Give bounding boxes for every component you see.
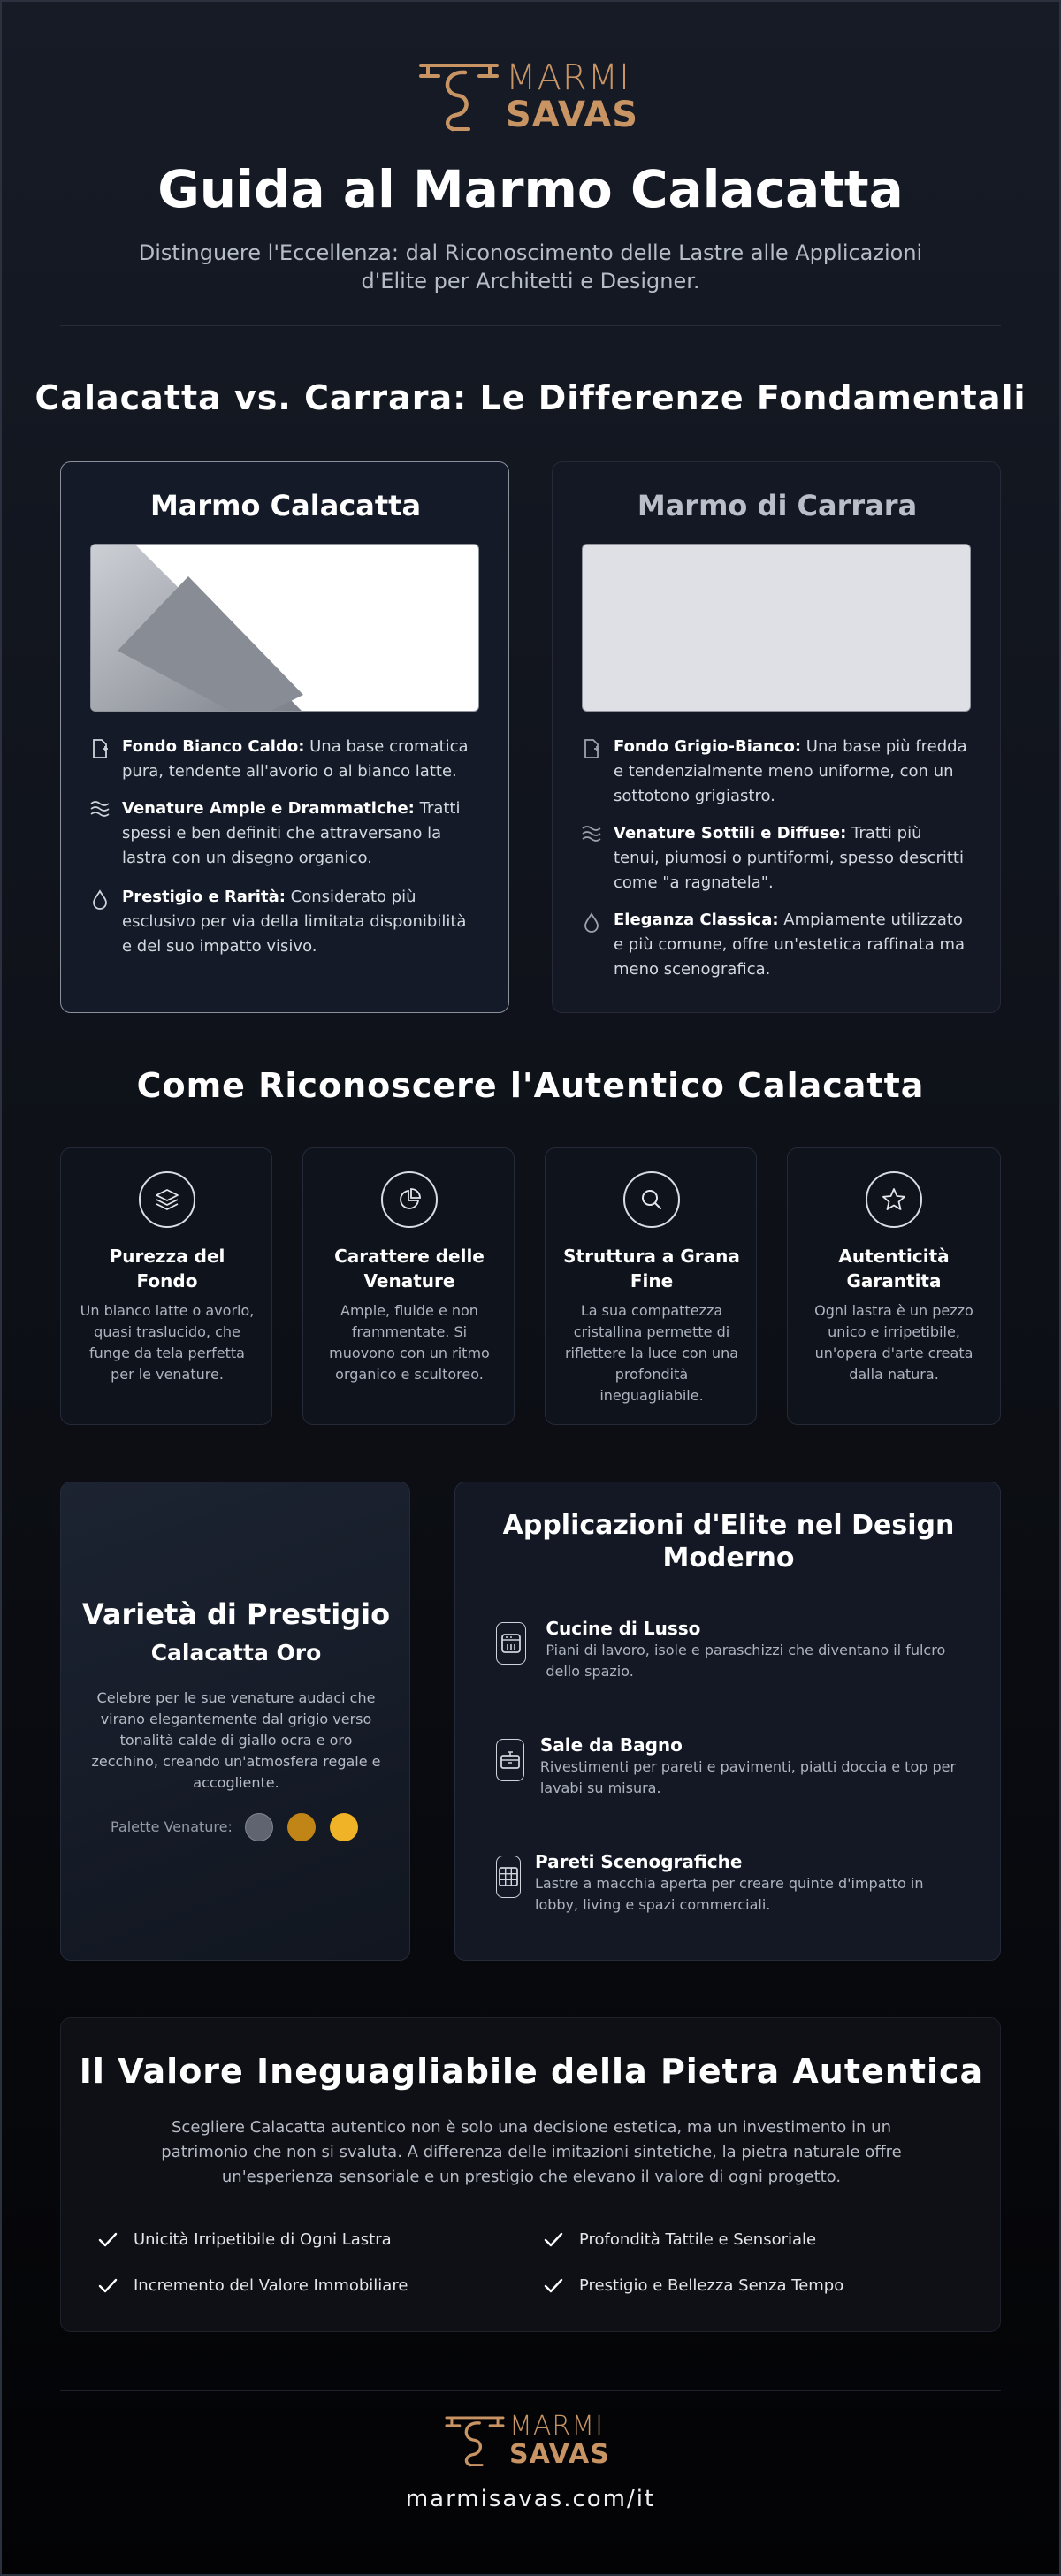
carrara-feature-2 bbox=[582, 821, 971, 896]
application-item-3 bbox=[496, 1850, 965, 1916]
logo-text-bottom: SAVAS bbox=[509, 2439, 610, 2470]
calacatta-card-title: Marmo Calacatta bbox=[149, 489, 422, 522]
value-check-label: Profondità Tattile e Sensoriale bbox=[579, 2230, 817, 2249]
recognize-item-text: Ample, fluide e non frammentate. Si muovono con un ritmo organico e scultoreo. bbox=[329, 1302, 490, 1383]
value-card bbox=[60, 2017, 1001, 2332]
footer-url-link[interactable]: marmisavas.com/it bbox=[405, 2486, 656, 2512]
footer-logo[interactable] bbox=[444, 2413, 610, 2468]
palette-swatch-gold bbox=[330, 1813, 358, 1841]
application-text: Rivestimenti per pareti e pavimenti, piatti doccia e top per lavabi su misura. bbox=[539, 1758, 957, 1796]
palette-swatch-grey bbox=[245, 1813, 273, 1841]
cabinet-icon bbox=[496, 1739, 524, 1781]
recognize-item-text: Un bianco latte o avorio, quasi traslucido, che funge da tela perfetta per le venature. bbox=[80, 1302, 255, 1383]
check-icon bbox=[544, 2232, 563, 2248]
recognize-card-2 bbox=[302, 1147, 515, 1425]
pie-chart-icon bbox=[381, 1171, 438, 1228]
recognize-item-title: Autenticità Garantita bbox=[838, 1246, 950, 1292]
application-item-2 bbox=[496, 1734, 965, 1799]
stove-icon bbox=[496, 1622, 526, 1665]
feature-bold: Venature Sottili e Diffuse: bbox=[614, 824, 847, 842]
carrara-feature-1 bbox=[582, 735, 971, 809]
feature-bold: Eleganza Classica: bbox=[614, 911, 779, 929]
application-title: Sale da Bagno bbox=[539, 1734, 683, 1756]
application-text: Lastre a macchia aperta per creare quinte d'impatto in lobby, living e spazi commerciali. bbox=[535, 1875, 924, 1913]
feature-text: Una base cromatica pura, tendente all'avorio o al bianco latte. bbox=[122, 737, 469, 781]
check-icon bbox=[544, 2278, 563, 2294]
palette-swatch-ochre bbox=[287, 1813, 316, 1841]
applications-card bbox=[454, 1482, 1001, 1961]
recognize-item-text: La sua compattezza cristallina permette di riflettere la luce con una profondità ineguagliabile. bbox=[564, 1302, 739, 1404]
value-check-label: Prestigio e Bellezza Senza Tempo bbox=[579, 2276, 844, 2295]
feature-text: Tratti più tenui, piumosi o puntiformi, spesso descritti come "a ragnatela". bbox=[614, 824, 964, 892]
calacatta-feature-3 bbox=[90, 885, 479, 959]
value-check-2 bbox=[544, 2230, 816, 2249]
feature-text: Ampiamente utilizzato e più comune, offre un'estetica raffinata ma meno scenografica. bbox=[614, 911, 966, 979]
feature-text: Tratti spessi e ben definiti che attraversano la lastra con un disegno organico. bbox=[122, 799, 461, 867]
recognize-card-4 bbox=[787, 1147, 1001, 1425]
carrara-swatch bbox=[582, 544, 971, 712]
recognize-card-1 bbox=[60, 1147, 272, 1425]
check-icon bbox=[98, 2278, 118, 2294]
comparison-title: Calacatta vs. Carrara: Le Differenze Fondamentali bbox=[34, 378, 1027, 417]
feature-bold: Fondo Grigio-Bianco: bbox=[614, 737, 802, 756]
recognize-title: Come Riconoscere l'Autentico Calacatta bbox=[136, 1066, 925, 1105]
feature-bold: Venature Ampie e Drammatiche: bbox=[122, 799, 415, 818]
calacatta-feature-2 bbox=[90, 796, 479, 871]
page-title: Guida al Marmo Calacatta bbox=[157, 159, 904, 219]
variety-card bbox=[60, 1482, 410, 1961]
calacatta-feature-1 bbox=[90, 735, 479, 784]
palette-label: Palette Venature: bbox=[111, 1818, 233, 1835]
value-check-label: Unicità Irripetibile di Ogni Lastra bbox=[134, 2230, 392, 2249]
application-title: Cucine di Lusso bbox=[546, 1618, 701, 1639]
feature-text: Una base più fredda e tendenzialmente meno uniforme, con un sottotono grigiastro. bbox=[614, 737, 967, 805]
feature-bold: Fondo Bianco Caldo: bbox=[122, 737, 305, 756]
value-check-label: Incremento del Valore Immobiliare bbox=[134, 2276, 408, 2295]
variety-title: Varietà di Prestigio bbox=[81, 1597, 391, 1631]
document-icon bbox=[582, 738, 601, 759]
waves-icon bbox=[90, 800, 110, 818]
calacatta-swatch bbox=[90, 544, 479, 712]
logo-text-top: MARMI bbox=[509, 2411, 604, 2442]
recognize-item-title: Struttura a Grana Fine bbox=[563, 1246, 740, 1292]
drop-icon bbox=[90, 888, 110, 910]
value-title: Il Valore Ineguagliabile della Pietra Autentica bbox=[79, 2052, 984, 2091]
logo-text-bottom: SAVAS bbox=[506, 95, 639, 135]
layers-icon bbox=[139, 1171, 195, 1228]
carrara-card-title: Marmo di Carrara bbox=[637, 489, 918, 522]
drop-icon bbox=[582, 911, 601, 933]
check-icon bbox=[98, 2232, 118, 2248]
brand-logo[interactable] bbox=[417, 57, 639, 135]
carrara-card bbox=[552, 461, 1001, 1013]
value-check-4 bbox=[544, 2276, 843, 2295]
variety-text: Celebre per le sue venature audaci che virano elegantemente dal grigio verso tonalità calde di giallo ocra e oro zecchino, creando un'atmosfera regale e accogliente. bbox=[91, 1689, 381, 1791]
grid-icon bbox=[496, 1856, 521, 1898]
header-divider bbox=[60, 325, 1001, 326]
logo-mark-icon bbox=[444, 2413, 506, 2468]
variety-subtitle: Calacatta Oro bbox=[150, 1640, 322, 1665]
recognize-card-3 bbox=[545, 1147, 757, 1425]
applications-title: Applicazioni d'Elite nel Design Moderno bbox=[502, 1510, 955, 1574]
recognize-item-title: Carattere delle Venature bbox=[334, 1246, 485, 1292]
value-check-3 bbox=[98, 2276, 408, 2295]
feature-bold: Prestigio e Rarità: bbox=[122, 888, 286, 906]
footer-divider bbox=[60, 2390, 1001, 2391]
calacatta-card bbox=[60, 461, 509, 1013]
page-subtitle: Distinguere l'Eccellenza: dal Riconoscimento delle Lastre alle Applicazioni d'Elite per Architetti e Designer. bbox=[138, 240, 923, 293]
feature-text: Considerato più esclusivo per via della limitata disponibilità e del suo impatto visivo. bbox=[122, 888, 467, 956]
carrara-feature-3 bbox=[582, 908, 971, 982]
document-icon bbox=[90, 738, 110, 759]
application-text: Piani di lavoro, isole e paraschizzi che diventano il fulcro dello spazio. bbox=[546, 1642, 946, 1680]
star-icon bbox=[866, 1171, 922, 1228]
waves-icon bbox=[582, 825, 601, 842]
application-item-1 bbox=[496, 1617, 965, 1682]
value-check-1 bbox=[98, 2230, 392, 2249]
application-title: Pareti Scenografiche bbox=[535, 1851, 743, 1872]
logo-mark-icon bbox=[417, 60, 500, 133]
value-text: Scegliere Calacatta autentico non è solo una decisione estetica, ma un investimento in un patrimonio che non si svaluta. A differenza delle imitazioni sintetiche, la pietra naturale offre un'esperienza sensoriale e un prestigio che elevano il valore di ogni progetto. bbox=[161, 2118, 902, 2186]
search-icon bbox=[623, 1171, 680, 1228]
recognize-item-title: Purezza del Fondo bbox=[109, 1246, 225, 1292]
recognize-item-text: Ogni lastra è un pezzo unico e irripetibile, un'opera d'arte creata dalla natura. bbox=[814, 1302, 973, 1383]
logo-text-top: MARMI bbox=[506, 57, 630, 98]
